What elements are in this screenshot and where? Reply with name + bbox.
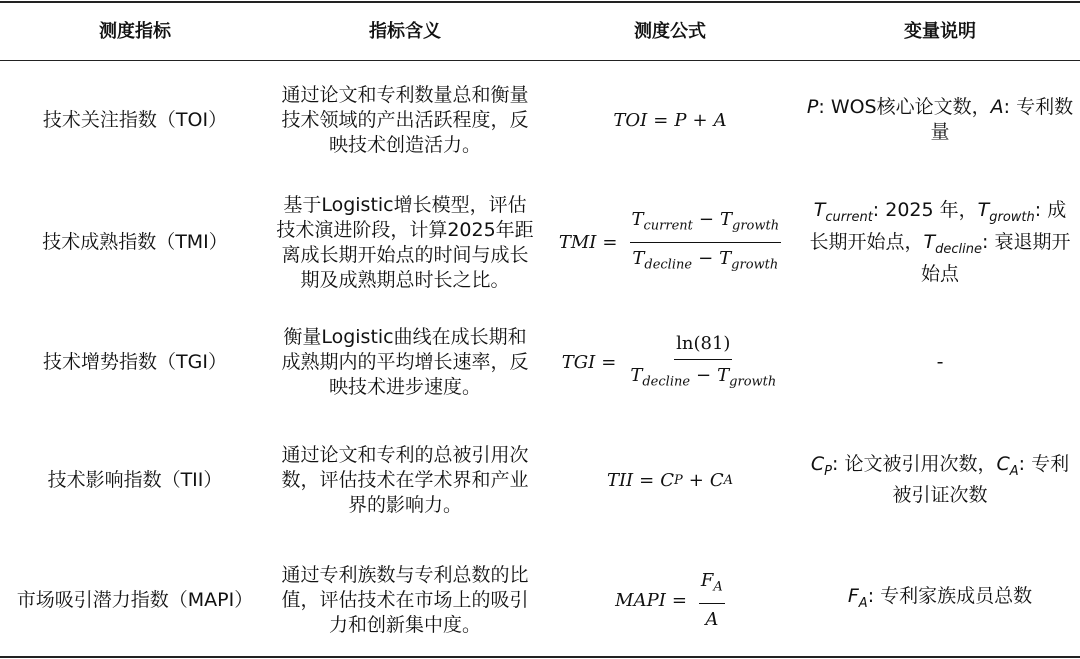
header-meaning: 指标含义: [369, 21, 441, 42]
header-variables: 变量说明: [904, 21, 976, 42]
row-tmi-indicator: 技术成熟指数（TMI）: [42, 231, 228, 253]
row-tmi-meaning: 基于Logistic增长模型，评估技术演进阶段，计算2025年距离成长期开始点的时间与成长期及成熟期总时长之比。: [276, 193, 534, 291]
row-tgi-indicator: 技术增势指数（TGI）: [43, 351, 227, 373]
row-mapi-meaning: 通过专利族数与专利总数的比值，评估技术在市场上的吸引力和创新集中度。: [281, 563, 529, 636]
row-tmi-formula: TMI = $\frac{T_{current} - T_{growth}}{T_{decline} - T_{growth}}$: [558, 209, 780, 273]
row-tii-formula: TII = C P + C A: [606, 469, 734, 491]
row-toi-variables: P: WOS核心论文数，A: 专利数量: [806, 96, 1074, 143]
row-tgi-meaning: 衡量Logistic曲线在成长期和成熟期内的平均增长速率，反映技术进步速度。: [281, 326, 529, 398]
row-tii-meaning: 通过论文和专利的总被引用次数，评估技术在学术界和产业界的影响力。: [281, 443, 529, 516]
row-toi-meaning: 通过论文和专利数量总和衡量技术领域的产出活跃程度，反映技术创造活力。: [281, 83, 529, 156]
row-toi-formula: TOI = P + A: [613, 109, 727, 131]
header-indicator: 测度指标: [99, 21, 171, 42]
table-header-rule: [0, 60, 1080, 61]
row-tmi-variables: $T_{current}$: 2025 年，$T_{growth}$: 成长期开始点，$T_{decline}$: 衰退期开始点: [809, 199, 1071, 285]
table-bottom-rule: [0, 656, 1080, 658]
row-mapi-indicator: 市场吸引潜力指数（MAPI）: [16, 588, 254, 611]
row-tii-variables: $C_P$: 论文被引用次数，$C_A$: 专利被引证次数: [810, 452, 1070, 507]
row-tii-indicator: 技术影响指数（TII）: [47, 468, 223, 491]
row-mapi-formula: MAPI = $\frac{F_A}{A}$: [615, 570, 723, 630]
row-tgi-formula: TGI = $\frac{\ln(81)}{T_{decline} - T_{growth}}$: [561, 332, 777, 390]
header-formula: 测度公式: [634, 21, 706, 42]
row-toi-indicator: 技术关注指数（TOI）: [42, 108, 228, 131]
row-tgi-variables: -: [936, 351, 944, 373]
row-mapi-variables: $F_A$: 专利家族成员总数: [847, 585, 1033, 611]
